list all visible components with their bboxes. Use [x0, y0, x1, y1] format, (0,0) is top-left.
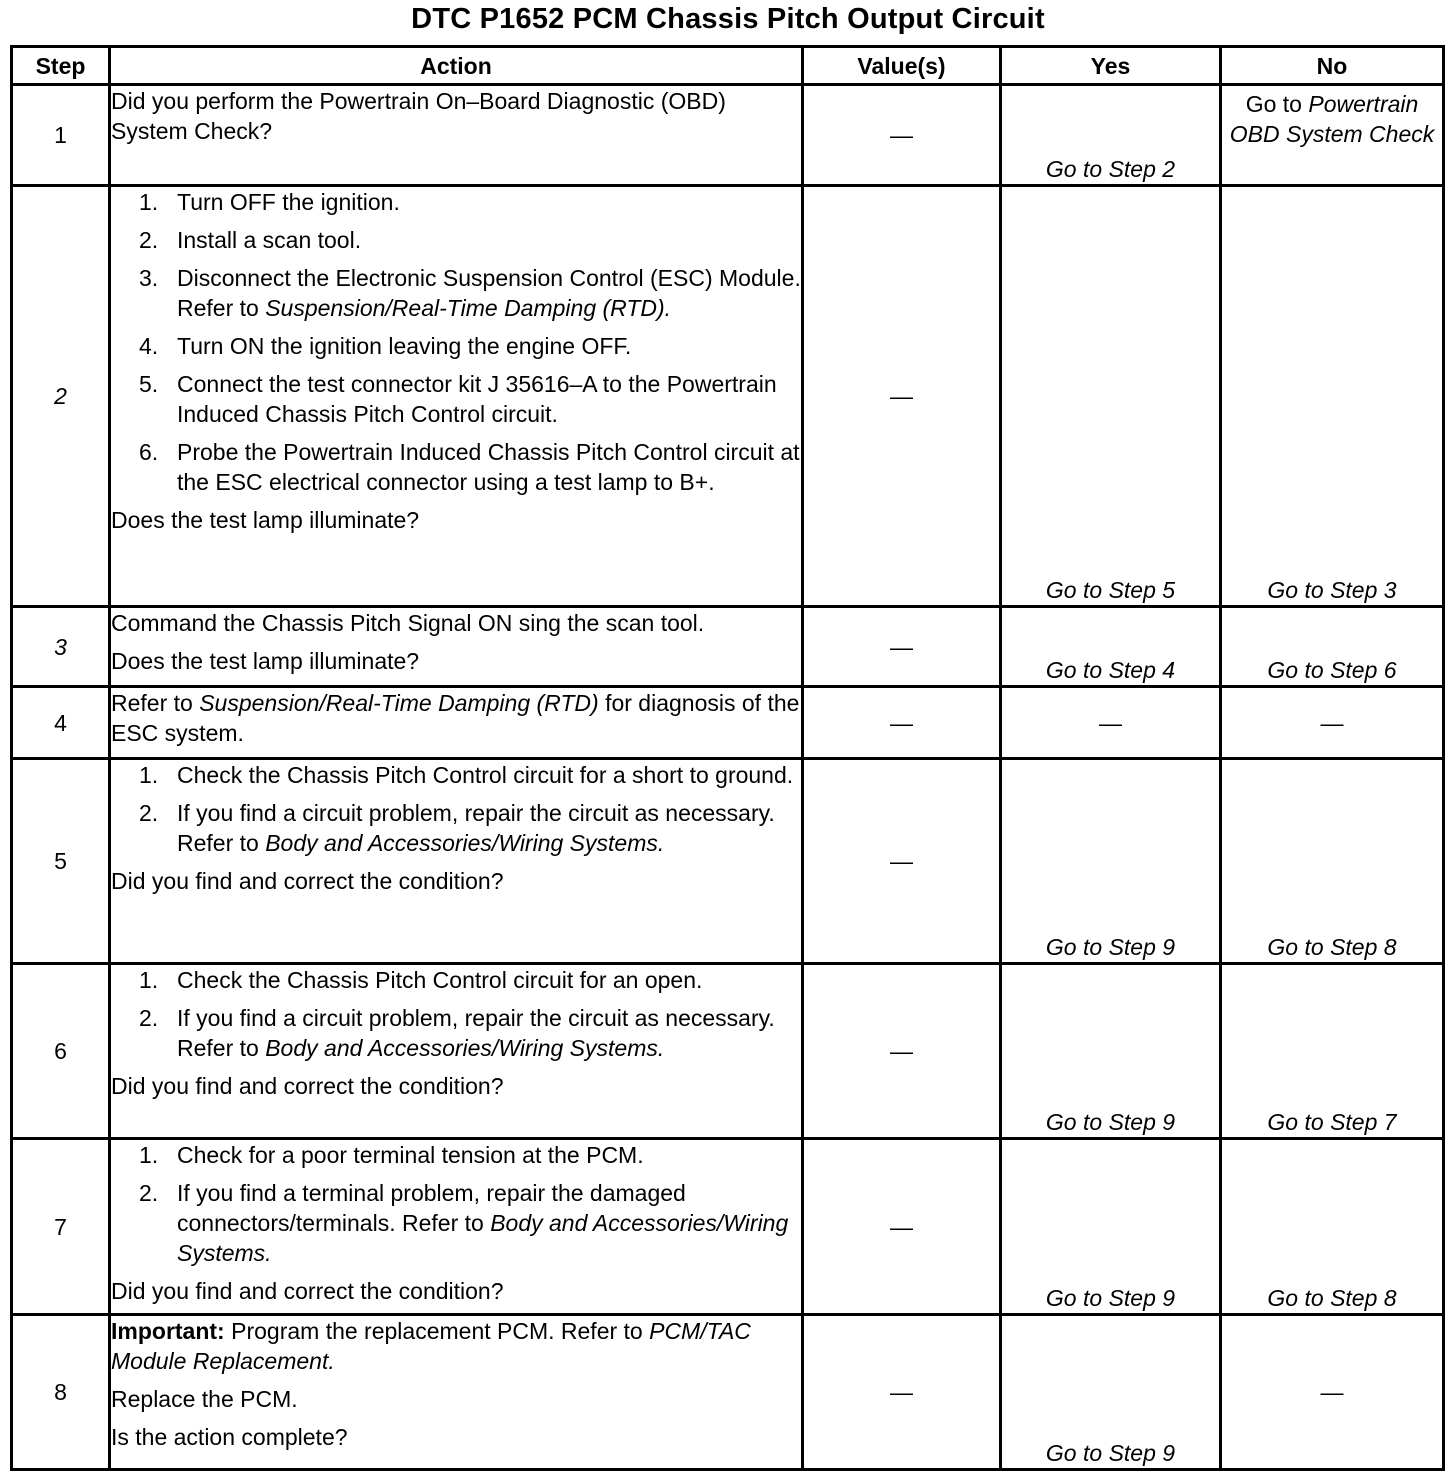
page-title: DTC P1652 PCM Chassis Pitch Output Circuit	[411, 3, 1045, 35]
action-list	[111, 965, 801, 1063]
item-reference: Body and Accessories/Wiring Systems.	[265, 830, 665, 856]
yes-cell: Go to Step 9	[1001, 1315, 1221, 1470]
action-cell	[110, 85, 803, 186]
value-cell: —	[803, 186, 1001, 607]
item-text: Probe the Powertrain Induced Chassis Pitch Control circuit at the ESC electrical connector using a test lamp to B+.	[177, 439, 800, 495]
yes-cell: Go to Step 5	[1001, 186, 1221, 607]
item-text: Check the Chassis Pitch Control circuit for a short to ground.	[177, 762, 794, 788]
item-text: If you find a terminal problem, repair the damaged connectors/terminals. Refer to	[177, 1180, 686, 1236]
list-item	[111, 369, 801, 429]
action-cell	[110, 607, 803, 687]
item-number: 2.	[139, 1005, 159, 1031]
item-reference: Body and Accessories/Wiring Systems.	[265, 1035, 665, 1061]
action-question: Does the test lamp illuminate?	[111, 648, 420, 674]
table-row	[12, 964, 1444, 1139]
no-cell: Go to Step 7	[1221, 964, 1444, 1139]
step-number: 1	[12, 85, 110, 186]
action-question: Did you find and correct the condition?	[111, 1073, 504, 1099]
value-cell: —	[803, 607, 1001, 687]
action-reference: Suspension/Real-Time Damping (RTD)	[199, 690, 599, 716]
action-instruction: Replace the PCM.	[111, 1386, 298, 1412]
no-cell: —	[1221, 687, 1444, 759]
list-item	[111, 187, 801, 217]
header-yes: Yes	[1001, 47, 1221, 85]
no-cell: Go to Step 8	[1221, 759, 1444, 964]
important-note	[111, 1316, 801, 1376]
value-cell: —	[803, 759, 1001, 964]
step-number: 4	[12, 687, 110, 759]
item-text: Check for a poor terminal tension at the PCM.	[177, 1142, 644, 1168]
item-text: Connect the test connector kit J 35616–A to the Powertrain Induced Chassis Pitch Control circuit.	[177, 371, 777, 427]
item-text: Turn ON the ignition leaving the engine OFF.	[177, 333, 632, 359]
no-cell: —	[1221, 1315, 1444, 1470]
list-item	[111, 760, 801, 790]
value-cell: —	[803, 687, 1001, 759]
table-row	[12, 607, 1444, 687]
step-number: 8	[12, 1315, 110, 1470]
item-text: Install a scan tool.	[177, 227, 362, 253]
value-cell: —	[803, 964, 1001, 1139]
step-number: 5	[12, 759, 110, 964]
diagnostic-table	[10, 45, 1445, 1471]
yes-cell: Go to Step 4	[1001, 607, 1221, 687]
item-number: 6.	[139, 439, 159, 465]
action-suffix: for diagnosis of the ESC system.	[111, 690, 800, 746]
action-cell	[110, 759, 803, 964]
yes-cell: Go to Step 9	[1001, 964, 1221, 1139]
action-cell	[110, 1139, 803, 1315]
item-number: 2.	[139, 1180, 159, 1206]
header-action: Action	[110, 47, 803, 85]
item-text: Turn OFF the ignition.	[177, 189, 400, 215]
value-cell: —	[803, 1139, 1001, 1315]
step-number: 7	[12, 1139, 110, 1315]
item-text: Disconnect the Electronic Suspension Control (ESC) Module. Refer to	[177, 265, 801, 321]
yes-cell: —	[1001, 687, 1221, 759]
action-question: Did you find and correct the condition?	[111, 868, 504, 894]
action-list	[111, 760, 801, 858]
list-item	[111, 225, 801, 255]
item-number: 1.	[139, 967, 159, 993]
action-question: Does the test lamp illuminate?	[111, 507, 420, 533]
item-text: If you find a circuit problem, repair the circuit as necessary. Refer to	[177, 1005, 775, 1061]
header-step: Step	[12, 47, 110, 85]
action-question: Did you perform the Powertrain On–Board Diagnostic (OBD) System Check?	[111, 88, 726, 144]
item-number: 1.	[139, 762, 159, 788]
important-reference: PCM/TAC Module Replacement.	[111, 1318, 751, 1374]
list-item	[111, 331, 801, 361]
item-number: 3.	[139, 265, 159, 291]
list-item	[111, 1003, 801, 1063]
item-number: 2.	[139, 800, 159, 826]
item-number: 4.	[139, 333, 159, 359]
item-number: 1.	[139, 189, 159, 215]
value-cell: —	[803, 1315, 1001, 1470]
header-no: No	[1221, 47, 1444, 85]
no-reference: Powertrain OBD System Check	[1229, 91, 1435, 147]
list-item	[111, 437, 801, 497]
important-label: Important:	[111, 1318, 225, 1344]
table-row	[12, 687, 1444, 759]
item-number: 1.	[139, 1142, 159, 1168]
header-row	[12, 47, 1444, 85]
action-list	[111, 187, 801, 497]
no-prefix: Go to	[1245, 91, 1309, 117]
item-reference: Suspension/Real-Time Damping (RTD).	[265, 295, 672, 321]
item-text: If you find a circuit problem, repair the circuit as necessary. Refer to	[177, 800, 775, 856]
action-question: Is the action complete?	[111, 1424, 348, 1450]
yes-cell: Go to Step 9	[1001, 759, 1221, 964]
table-row	[12, 759, 1444, 964]
list-item	[111, 965, 801, 995]
item-number: 2.	[139, 227, 159, 253]
action-list	[111, 1140, 801, 1268]
action-instruction: Command the Chassis Pitch Signal ON sing the scan tool.	[111, 610, 705, 636]
list-item	[111, 1140, 801, 1170]
action-cell	[110, 186, 803, 607]
action-cell	[110, 1315, 803, 1470]
item-reference: Body and Accessories/Wiring Systems.	[177, 1210, 789, 1266]
yes-cell: Go to Step 9	[1001, 1139, 1221, 1315]
header-values: Value(s)	[803, 47, 1001, 85]
important-text: Program the replacement PCM. Refer to	[224, 1318, 650, 1344]
table-row	[12, 85, 1444, 186]
table-row	[12, 1139, 1444, 1315]
step-number: 2	[12, 186, 110, 607]
no-cell: Go to Step 6	[1221, 607, 1444, 687]
yes-cell: Go to Step 2	[1001, 85, 1221, 186]
value-cell: —	[803, 85, 1001, 186]
no-cell	[1221, 85, 1444, 186]
no-cell: Go to Step 3	[1221, 186, 1444, 607]
action-prefix: Refer to	[111, 690, 200, 716]
list-item	[111, 1178, 801, 1268]
item-text: Check the Chassis Pitch Control circuit for an open.	[177, 967, 703, 993]
item-number: 5.	[139, 371, 159, 397]
action-cell	[110, 964, 803, 1139]
step-number: 6	[12, 964, 110, 1139]
action-question: Did you find and correct the condition?	[111, 1278, 504, 1304]
step-number: 3	[12, 607, 110, 687]
no-cell: Go to Step 8	[1221, 1139, 1444, 1315]
list-item	[111, 263, 801, 323]
list-item	[111, 798, 801, 858]
table-row	[12, 1315, 1444, 1470]
action-text	[111, 688, 801, 748]
table-row	[12, 186, 1444, 607]
action-cell	[110, 687, 803, 759]
